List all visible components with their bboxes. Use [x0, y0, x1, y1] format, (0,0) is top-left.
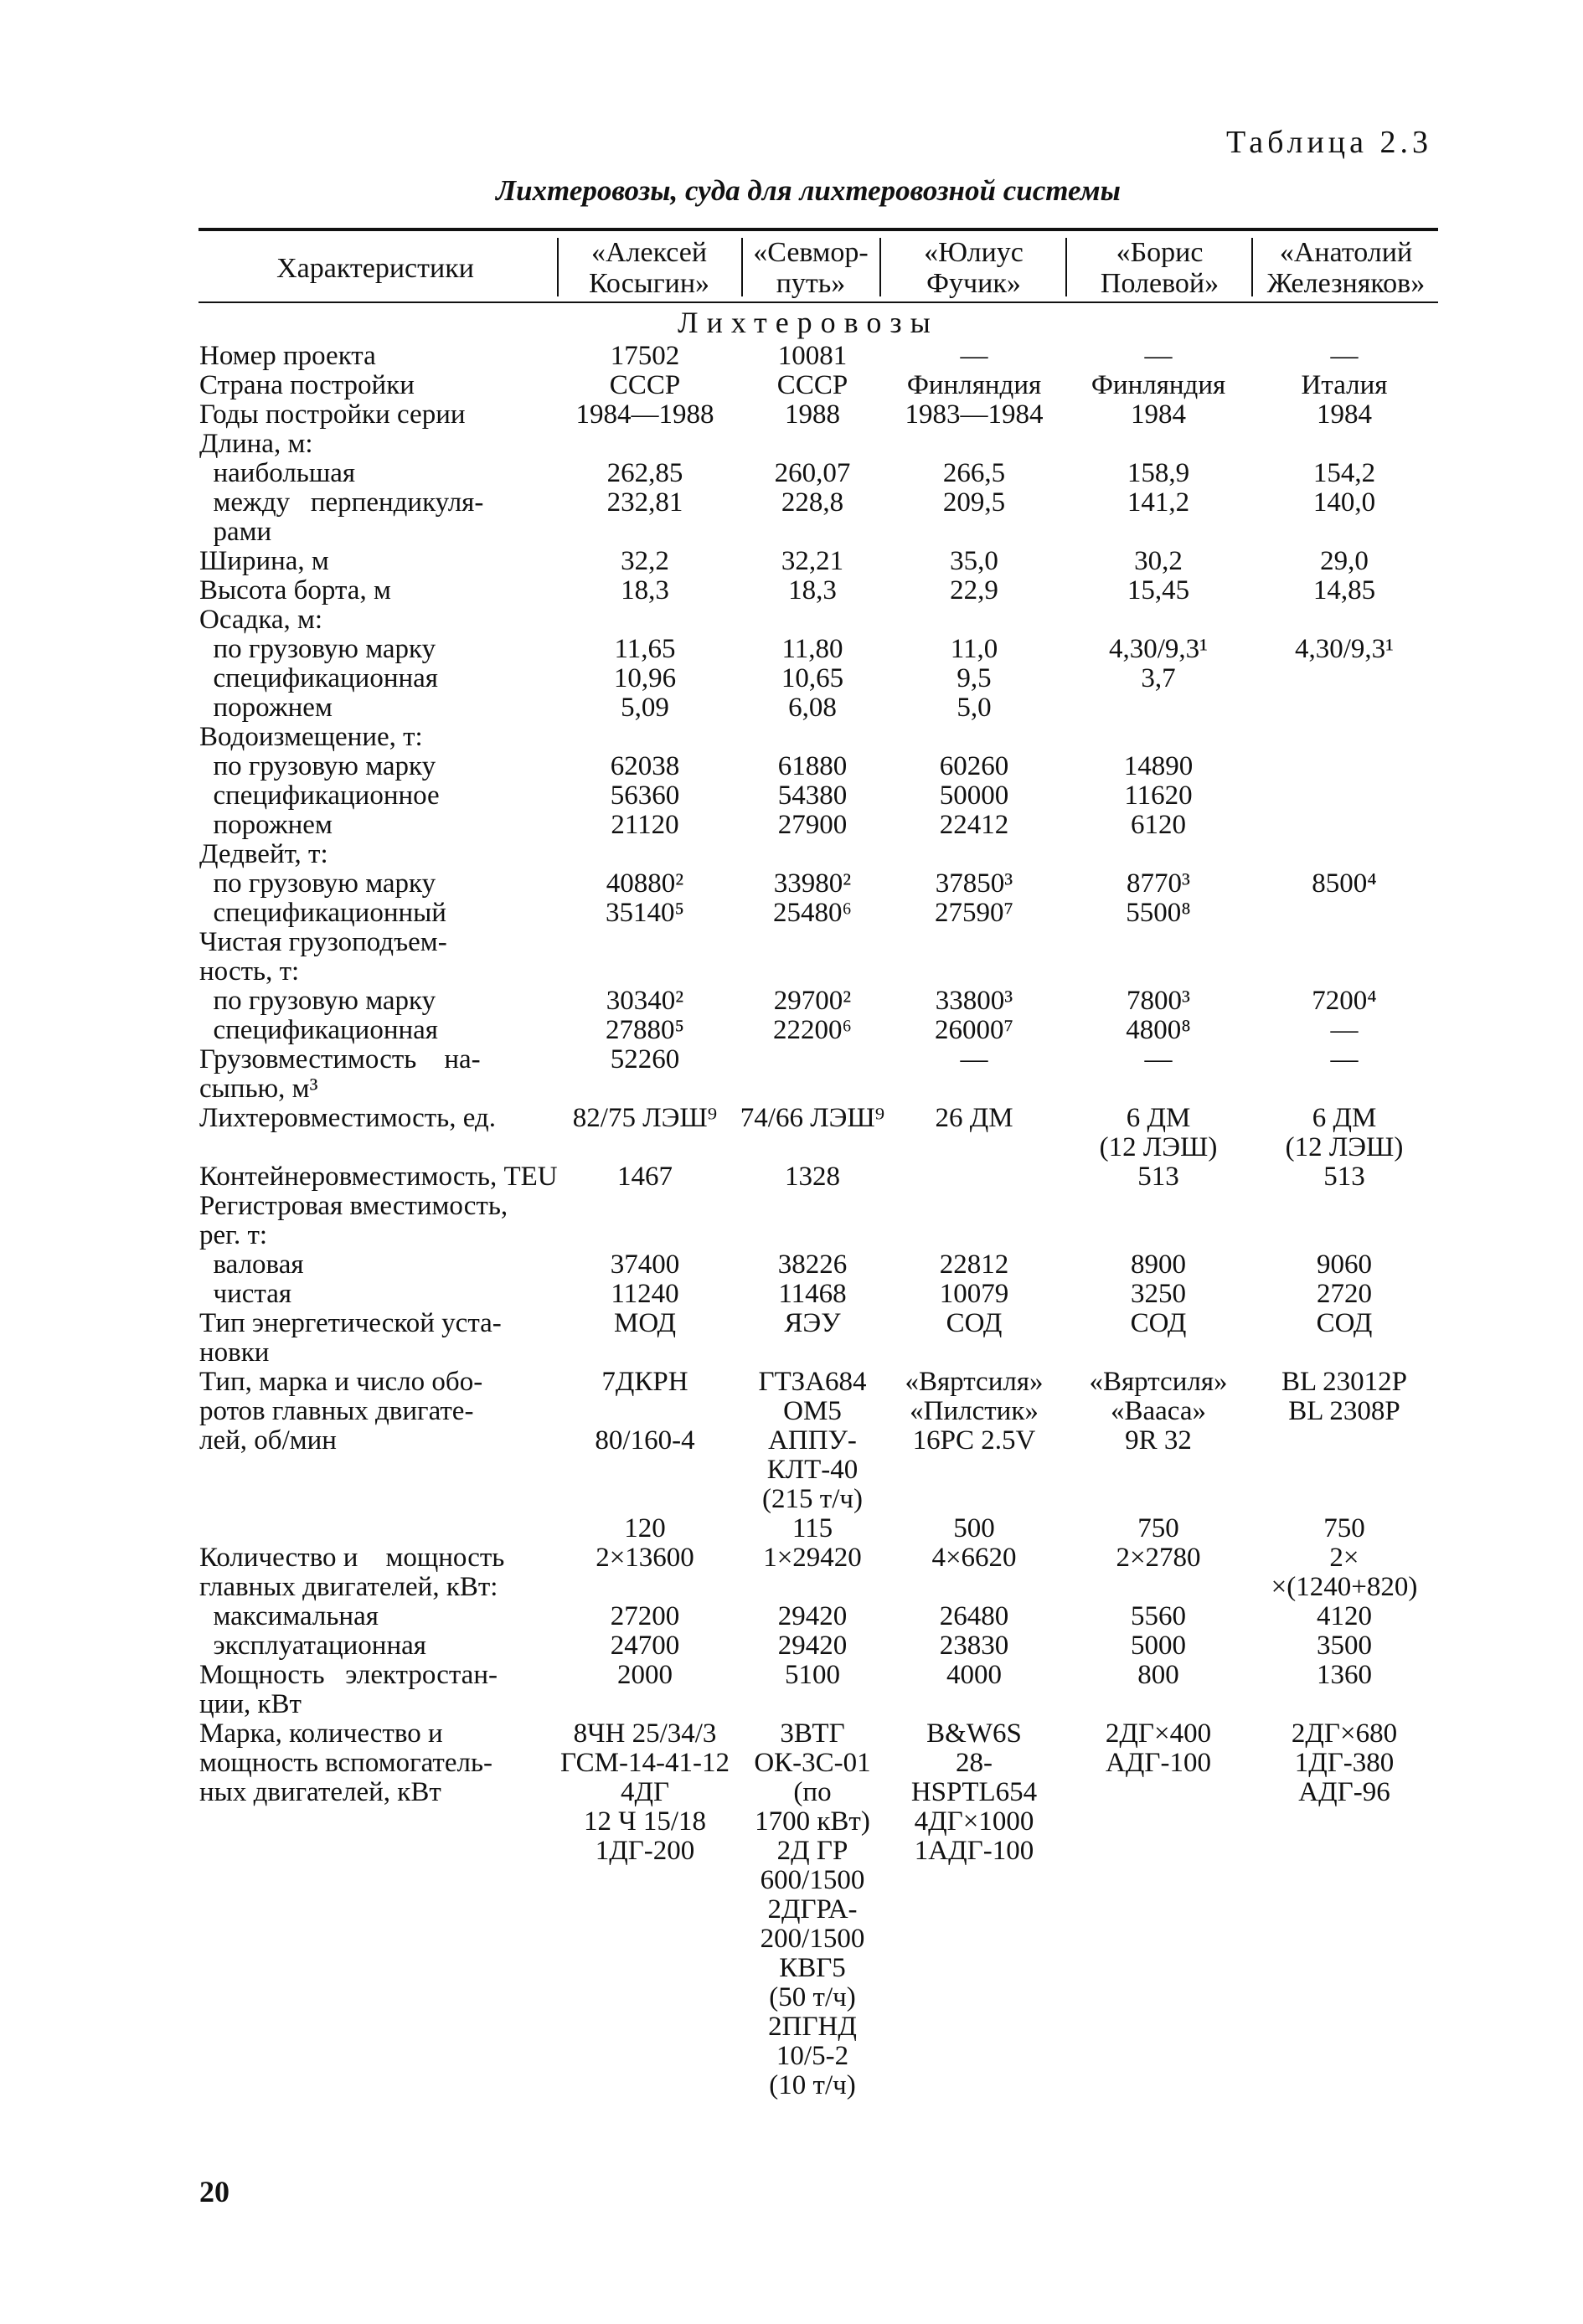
header-ship-5: «Анатолий Железняков»	[1266, 237, 1426, 299]
row-label: максимальная	[199, 1601, 379, 1631]
cell-ship-5: 4,30/9,3¹	[1294, 634, 1395, 664]
row-label: Мощность электростан- ции, кВт	[199, 1660, 498, 1719]
cell-ship-4: 513	[1137, 1162, 1179, 1192]
cell-ship-3: 5,0	[957, 693, 992, 723]
cell-ship-3: 23830	[939, 1631, 1009, 1661]
cell-ship-1: 11240	[611, 1279, 679, 1309]
cell-ship-3: СОД	[946, 1308, 1003, 1338]
cell-ship-2: 33980²	[773, 868, 852, 899]
row-label: спецификационный	[199, 898, 446, 928]
cell-ship-1: 18,3	[621, 575, 669, 605]
row-label: по грузовую марку	[199, 634, 436, 664]
row-label: Количество и мощность главных двигателей, кВт:	[199, 1543, 505, 1602]
cell-ship-2: 1×29420	[763, 1543, 862, 1573]
cell-ship-5: Италия	[1301, 370, 1388, 400]
cell-ship-3: —	[960, 341, 988, 371]
cell-ship-3: 27590⁷	[934, 898, 1014, 928]
cell-ship-2: ЯЭУ	[784, 1308, 841, 1338]
cell-ship-2: ГТЗА684 ОМ5 АППУ- КЛТ-40 (215 т/ч) 115	[758, 1367, 867, 1543]
row-label: Тип, марка и число обо- ротов главных двигате- лей, об/мин	[199, 1367, 483, 1456]
row-label: Водоизмещение, т:	[199, 722, 423, 752]
cell-ship-1: 17502	[610, 341, 680, 371]
cell-ship-5: 29,0	[1320, 546, 1369, 576]
cell-ship-1: 35140⁵	[605, 898, 685, 928]
cell-ship-3: 35,0	[950, 546, 998, 576]
cell-ship-2: 54380	[777, 781, 848, 811]
cell-ship-5: 7200⁴	[1312, 986, 1377, 1016]
cell-ship-2: 10,65	[781, 663, 844, 693]
cell-ship-3: B&W6S 28- HSPTL654 4ДГ×1000 1АДГ-100	[910, 1719, 1038, 1866]
cell-ship-5: 14,85	[1312, 575, 1376, 605]
cell-ship-2: СССР	[776, 370, 848, 400]
cell-ship-5: 9060	[1317, 1250, 1372, 1280]
cell-ship-4: —	[1144, 1044, 1173, 1074]
row-label: Тип энергетической уста- новки	[199, 1308, 502, 1368]
cell-ship-3: 26000⁷	[934, 1015, 1014, 1045]
section-title: Лихтеровозы	[678, 306, 939, 339]
cell-ship-3: 22812	[939, 1250, 1009, 1280]
cell-ship-1: 56360	[610, 781, 680, 811]
cell-ship-1: 40880²	[606, 868, 684, 899]
cell-ship-3: 22412	[939, 810, 1009, 840]
row-label: Дедвейт, т:	[199, 839, 328, 869]
cell-ship-1: 11,65	[614, 634, 676, 664]
cell-ship-4: 6120	[1131, 810, 1186, 840]
cell-ship-2: 228,8	[781, 487, 844, 518]
row-label: Грузовместимость на- сыпью, м³	[199, 1044, 481, 1104]
cell-ship-4: 141,2	[1127, 487, 1190, 518]
cell-ship-1: 1467	[617, 1162, 673, 1192]
cell-ship-5: 4120	[1317, 1601, 1372, 1631]
cell-ship-2: 38226	[777, 1250, 848, 1280]
cell-ship-4: 2ДГ×400 АДГ-100	[1105, 1719, 1212, 1778]
cell-ship-4: 4800⁸	[1126, 1015, 1191, 1045]
cell-ship-3: 4000	[946, 1660, 1002, 1690]
cell-ship-2: 260,07	[774, 458, 851, 488]
cell-ship-4: 8770³	[1127, 868, 1190, 899]
cell-ship-4: 14890	[1123, 751, 1194, 781]
cell-ship-4: СОД	[1130, 1308, 1187, 1338]
page-title: Лихтеровозы, суда для лихтеровозной системы	[496, 174, 1121, 207]
row-label: Ширина, м	[199, 546, 329, 576]
cell-ship-5: 8500⁴	[1312, 868, 1377, 899]
cell-ship-3: 26480	[939, 1601, 1009, 1631]
cell-ship-5: 2720	[1317, 1279, 1372, 1309]
row-label: валовая	[199, 1250, 304, 1280]
cell-ship-1: 27200	[610, 1601, 680, 1631]
cell-ship-5: 1360	[1317, 1660, 1372, 1690]
cell-ship-1: 1984—1988	[575, 399, 714, 430]
cell-ship-5: 3500	[1317, 1631, 1372, 1661]
cell-ship-4: 3,7	[1141, 663, 1176, 693]
cell-ship-4: 800	[1137, 1660, 1179, 1690]
cell-ship-2: 29420	[777, 1631, 848, 1661]
cell-ship-4: 11620	[1124, 781, 1193, 811]
cell-ship-5: 2× ×(1240+820)	[1271, 1543, 1418, 1602]
cell-ship-5: 6 ДМ (12 ЛЭШ)	[1285, 1103, 1404, 1162]
cell-ship-1: 2×13600	[596, 1543, 694, 1573]
cell-ship-4: 8900	[1131, 1250, 1186, 1280]
cell-ship-2: 22200⁶	[772, 1015, 853, 1045]
row-label: спецификационная	[199, 663, 438, 693]
cell-ship-2: 18,3	[788, 575, 837, 605]
cell-ship-1: 7ДКРН 80/160-4 120	[595, 1367, 695, 1543]
cell-ship-5: 2ДГ×680 1ДГ-380 АДГ-96	[1291, 1719, 1398, 1807]
cell-ship-5: —	[1330, 341, 1359, 371]
cell-ship-1: 262,85	[606, 458, 683, 488]
cell-ship-2: 11,80	[781, 634, 843, 664]
row-label: между перпендикуля- рами	[213, 487, 484, 547]
cell-ship-5: 513	[1323, 1162, 1365, 1192]
cell-ship-1: СССР	[609, 370, 681, 400]
cell-ship-4: «Вяртсиля» «Вааса» 9R 32 750	[1089, 1367, 1228, 1543]
cell-ship-2: 3ВТГ ОК-3С-01 (по 1700 кВт) 2Д ГР 600/1500 2ДГРА- 200/1500 КВГ5 (50 т/ч) 2ПГНД 10/5-2 (10 т/ч)	[754, 1719, 871, 2100]
cell-ship-2: 74/66 ЛЭШ⁹	[740, 1103, 885, 1133]
cell-ship-4: 6 ДМ (12 ЛЭШ)	[1099, 1103, 1218, 1162]
cell-ship-4: 30,2	[1134, 546, 1183, 576]
row-label: эксплуатационная	[199, 1631, 426, 1661]
cell-ship-3: —	[960, 1044, 988, 1074]
row-label: по грузовую марку	[199, 868, 436, 899]
cell-ship-5: —	[1330, 1044, 1359, 1074]
cell-ship-4: 5500⁸	[1126, 898, 1191, 928]
row-label: Чистая грузоподъем- ность, т:	[199, 927, 447, 987]
cell-ship-4: —	[1144, 341, 1173, 371]
cell-ship-3: «Вяртсиля» «Пилстик» 16PC 2.5V 500	[905, 1367, 1044, 1543]
row-label: порожнем	[199, 693, 333, 723]
cell-ship-2: 32,21	[781, 546, 844, 576]
cell-ship-5: 140,0	[1312, 487, 1376, 518]
cell-ship-1: 2000	[617, 1660, 673, 1690]
cell-ship-2: 29700²	[773, 986, 852, 1016]
header-ship-3: «Юлиус Фучик»	[924, 237, 1024, 299]
cell-ship-1: 10,96	[613, 663, 677, 693]
cell-ship-2: 27900	[777, 810, 848, 840]
cell-ship-1: 82/75 ЛЭШ⁹	[572, 1103, 718, 1133]
cell-ship-5: СОД	[1316, 1308, 1373, 1338]
row-label: наибольшая	[199, 458, 356, 488]
cell-ship-1: 62038	[610, 751, 680, 781]
cell-ship-3: 9,5	[957, 663, 992, 693]
cell-ship-4: 2×2780	[1116, 1543, 1201, 1573]
cell-ship-3: 4×6620	[931, 1543, 1017, 1573]
cell-ship-3: 22,9	[950, 575, 998, 605]
cell-ship-3: 33800³	[935, 986, 1013, 1016]
cell-ship-4: 5560	[1131, 1601, 1186, 1631]
cell-ship-1: 52260	[610, 1044, 680, 1074]
header-ship-1: «Алексей Косыгин»	[588, 237, 710, 299]
row-label: Годы постройки серии	[199, 399, 466, 430]
cell-ship-4: 7800³	[1127, 986, 1190, 1016]
cell-ship-2: 10081	[777, 341, 848, 371]
row-label: Осадка, м:	[199, 605, 323, 635]
cell-ship-3: 37850³	[935, 868, 1013, 899]
cell-ship-2: 1988	[785, 399, 840, 430]
cell-ship-4: 5000	[1131, 1631, 1186, 1661]
cell-ship-1: МОД	[613, 1308, 677, 1338]
cell-ship-5: —	[1330, 1015, 1359, 1045]
cell-ship-4: 3250	[1131, 1279, 1186, 1309]
row-label: по грузовую марку	[199, 986, 436, 1016]
row-label: Высота борта, м	[199, 575, 391, 605]
cell-ship-5: 154,2	[1312, 458, 1376, 488]
cell-ship-1: 32,2	[621, 546, 669, 576]
row-label: Лихтеровместимость, ед.	[199, 1103, 496, 1133]
row-label: спецификационное	[199, 781, 440, 811]
cell-ship-3: 11,0	[950, 634, 998, 664]
row-label: Регистровая вместимость, рег. т:	[199, 1191, 508, 1250]
cell-ship-1: 8ЧН 25/34/3 ГСМ-14-41-12 4ДГ 12 Ч 15/18 1ДГ-200	[560, 1719, 730, 1866]
cell-ship-2: 25480⁶	[772, 898, 853, 928]
cell-ship-2: 29420	[777, 1601, 848, 1631]
cell-ship-3: Финляндия	[906, 370, 1042, 400]
cell-ship-2: 6,08	[788, 693, 837, 723]
header-ship-4: «Борис Полевой»	[1100, 237, 1219, 299]
row-label: Страна постройки	[199, 370, 415, 400]
cell-ship-3: 1983—1984	[905, 399, 1044, 430]
header-ship-2: «Севмор- путь»	[753, 237, 869, 299]
cell-ship-2: 61880	[777, 751, 848, 781]
row-label: спецификационная	[199, 1015, 438, 1045]
row-label: чистая	[199, 1279, 292, 1309]
cell-ship-1: 5,09	[621, 693, 669, 723]
row-label: Марка, количество и мощность вспомогатель- ных двигателей, кВт	[199, 1719, 492, 1807]
cell-ship-2: 5100	[785, 1660, 840, 1690]
cell-ship-1: 24700	[610, 1631, 680, 1661]
cell-ship-3: 209,5	[942, 487, 1006, 518]
cell-ship-1: 30340²	[606, 986, 684, 1016]
header-characteristics: Характеристики	[276, 252, 474, 284]
cell-ship-4: Финляндия	[1091, 370, 1226, 400]
cell-ship-4: 15,45	[1127, 575, 1190, 605]
cell-ship-4: 158,9	[1127, 458, 1190, 488]
row-label: по грузовую марку	[199, 751, 436, 781]
page-number: 20	[199, 2175, 229, 2208]
cell-ship-4: 1984	[1131, 399, 1186, 430]
cell-ship-5: BL 23012P BL 2308P 750	[1281, 1367, 1408, 1543]
row-label: Длина, м:	[199, 429, 313, 459]
cell-ship-3: 60260	[939, 751, 1009, 781]
cell-ship-2: 11468	[778, 1279, 847, 1309]
row-label: Контейнеровместимость, TEU	[199, 1162, 558, 1192]
cell-ship-3: 50000	[939, 781, 1009, 811]
cell-ship-3: 266,5	[942, 458, 1006, 488]
cell-ship-1: 21120	[611, 810, 679, 840]
table-label: Таблица 2.3	[1225, 125, 1432, 160]
cell-ship-1: 27880⁵	[605, 1015, 685, 1045]
cell-ship-3: 26 ДМ	[935, 1103, 1013, 1133]
cell-ship-2: 1328	[785, 1162, 840, 1192]
row-label: Номер проекта	[199, 341, 376, 371]
cell-ship-5: 1984	[1317, 399, 1372, 430]
cell-ship-4: 4,30/9,3¹	[1108, 634, 1209, 664]
cell-ship-1: 37400	[610, 1250, 680, 1280]
cell-ship-3: 10079	[939, 1279, 1009, 1309]
row-label: порожнем	[199, 810, 333, 840]
cell-ship-1: 232,81	[606, 487, 683, 518]
